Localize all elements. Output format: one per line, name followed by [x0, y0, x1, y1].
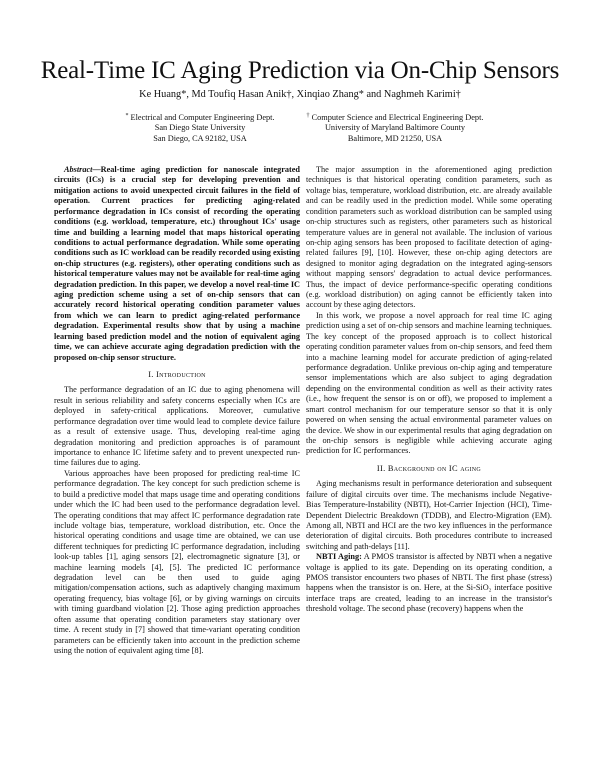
affiliation-2-university: University of Maryland Baltimore County: [324, 123, 466, 133]
affiliation-1-dept: Electrical and Computer Engineering Dept.: [130, 113, 275, 122]
nbti-subheading: NBTI Aging:: [316, 552, 362, 562]
section-heading-background: II. Background on IC aging: [376, 463, 482, 473]
affiliation-2: [290, 111, 500, 144]
affiliation-1-university: San Diego State University: [154, 123, 246, 133]
intro-paragraph-3: The major assumption in the aforementioned aging prediction techniques is that historical operating condition parameters, such as voltage bias, temperature, workload distribution, etc. are already available and can be readily used in the prediction model. While some operating condition parameters such as workload distribution can be sampled using on-chip structures such as registers, other parameters such as historical temperature values are in general not available. The inclusion of various on-chip aging sensors has been proposed to facilitate detection of aging-related failures [9], [10]. However, these on-chip aging detectors are designed to monitor aging degradation on the integrated aging-sensors without mapping sensors' degradation to actual device performances. Thus, the impact of device performance-specific operating conditions (e.g. workload distribution) on aging cannot be efficiently taken into account by these aging detectors.: [306, 165, 552, 310]
intro-paragraph-2: Various approaches have been proposed for predicting real-time IC performance degradation. The key concept for such prediction scheme is to build a predictive model that maps usage time and operating conditions under which the IC had been used to the performance degradation level. The operating conditions that may affect IC performance degradation rate include voltage bias, temperature, workload distribution, etc. Once the historical operating conditions and usage time are obtained, we can use different techniques for predicting IC performance degradation, including look-up tables [1], aging sensors [2], electromagnetic signature [3], or machine learning models [4], [5]. The predicted IC performance degradation level can be then used to guide aging mitigation/compensation actions, such as adaptively changing maximum operating frequency, bias voltage [6], or by giving warnings on circuits with timing guardband violation [2]. Those aging prediction approaches often assume that operating condition parameters stay stationary over time. A recent study in [7] showed that time-variant operating condition parameters can be efficiently taken into account in the prediction scheme using the notion of equivalent aging time [8].: [54, 468, 300, 655]
right-column: [306, 165, 552, 615]
affiliation-1-marker: *: [125, 113, 129, 119]
section-heading-introduction: I. Introduction: [148, 370, 206, 380]
abstract: [54, 165, 300, 363]
nbti-paragraph: [306, 552, 552, 615]
nbti-text: A PMOS transistor is affected by NBTI when a negative voltage is applied to its gate. Depending on its operating condition, a PMOS transistor encounters two phases of NBTI. The first phase (stress) happens when the transistor is on. Here, at the Si-SiO₂ interface positive interface traps are created, leading to an increase in the transistor's threshold voltage. The second phase (recovery) happens when the: [306, 552, 552, 614]
affiliation-1-location: San Diego, CA 92182, USA: [153, 133, 247, 143]
affiliation-2-location: Baltimore, MD 21250, USA: [347, 133, 443, 143]
affiliation-2-dept: Computer Science and Electrical Engineering Dept.: [311, 113, 484, 122]
abstract-lead: Abstract: [64, 165, 93, 174]
paper-title: Real-Time IC Aging Prediction via On-Chip Sensors: [40, 57, 560, 84]
author-list: Ke Huang*, Md Toufiq Hasan Anik†, Xinqiao Zhang* and Naghmeh Karimi†: [139, 89, 461, 100]
affiliation-1: [100, 111, 300, 144]
abstract-text: —Real-time aging prediction for nanoscale integrated circuits (ICs) is a crucial step for developing prevention and mitigation actions to avoid unexpected circuit failures in the field of operation. Current practices for predicting aging-related performance degradation in ICs consist of recording the operating conditions (e.g. workload, temperature, etc.) throughout ICs' usage time and building a learning model that maps historical operating conditions to actual performance degradation. While some operating conditions such as IC workload can be readily recorded using existing on-chip structures (e.g. registers), other operating conditions such as historical temperature values may not be available for real-time aging degradation prediction. In this paper, we develop a novel real-time IC aging prediction scheme using a set of on-chip sensors that can accurately record historical operating condition parameter values from which we can learn to predict aging-related performance degradation. Experimental results show that by using a machine learning based prediction model and the notion of equivalent aging time, we can achieve accurate aging degradation prediction with the proposed on-chip sensor structure.: [54, 165, 300, 362]
intro-paragraph-1: The performance degradation of an IC due to aging phenomena will result in serious reliability and safety concerns especially when ICs are deployed in safety-critical applications. Moreover, cumulative performance degradation over time would lead to complete device failure as a result of extensive usage. Thus, developing real-time aging degradation monitoring and prediction approaches is of paramount importance to enhance IC lifetime safety and to prevent unexpected run-time failures due to aging.: [54, 385, 300, 468]
left-column: [54, 165, 300, 656]
affiliation-2-marker: †: [306, 113, 310, 119]
intro-paragraph-4: In this work, we propose a novel approach for real time IC aging prediction using a set of on-chip sensors and machine learning techniques. The key concept of the proposed approach is to collect historical operating condition parameter values from on-chip sensors, and feed them into a machine learning model for accurate prediction of aging-related performance degradation. Unlike previous on-chip aging and temperature sensor implementations which are also subject to aging degradation depending on the environmental condition as well as their activity rates (i.e., how frequent the sensor is on or off), we proposed to implement a smart control mechanism for our temperature sensor so that it is only powered on when sensing the actual environmental parameter values on the device. We show in our experimental results that aging degradation on the on-chip sensors is negligible while achieving accurate aging prediction for IC performances.: [306, 310, 552, 456]
background-paragraph-1: Aging mechanisms result in performance deterioration and subsequent failure of digital circuits over time. The mechanisms include Negative-Bias Temperature-Instability (NBTI), Hot-Carrier Injection (HCI), Time-Dependent Dielectric Breakdown (TDDB), and Electro-Migration (EM). Among all, NBTI and HCI are the two key influences in the performance deterioration of digital circuits. Both procedures contribute to increased switching and path-delays [11].: [306, 479, 552, 551]
